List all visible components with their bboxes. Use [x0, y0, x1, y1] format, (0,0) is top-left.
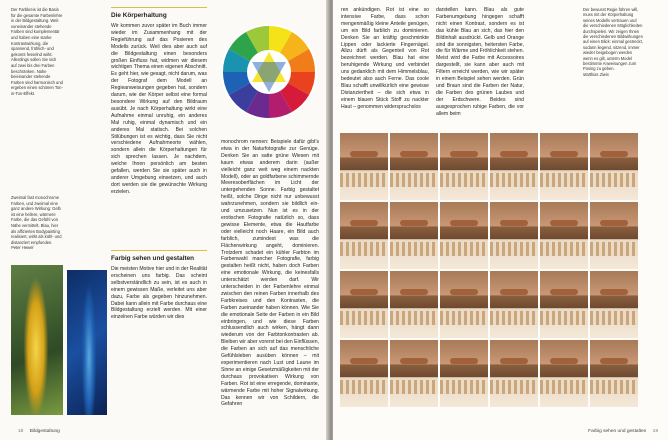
heading-farbig-sehen: Farbig sehen und gestalten: [111, 255, 195, 262]
page-number: 18: [18, 429, 24, 434]
pose-photo: [490, 340, 538, 407]
caption-text: Zweimal fast monochrome Farben, und zweimal eine ganz andere Wirkung: Gelb ist eine hellere, wärmere Farbe, die das Gefühl von Nähe vermittelt. Blau, hier als affizierten Bodypainting realisiert, wirkt als kühl- und distanziert empfunden.: [11, 195, 62, 245]
sidebar-caption-top: Der Farbkreis ist die Basis für die gesamte Farbenlehre in der Bildgestaltung. Weit voneinander stehende Farben sind komplementär und haben eine starke Kontrastwirkung, die spannend, frühlich- und gekonnt fesselnd wirkt. Allerdings sollen Sie sich auf zwei bis drei Farben beschränken. Nahe beieinander stehende Farben sind harmonisch und ergeben einen schönen Ton-in-Ton-Effekt.: [11, 7, 63, 96]
color-wheel: [219, 22, 319, 122]
pose-photo: [340, 340, 388, 407]
section-rule: [111, 250, 207, 251]
paragraph: ren ankündigen. Rot ist eine so intensive Farbe, dass schon mengenmäßig kleine Anteile genügen, um ein Bild farblich zu dominieren. Denken Sie an kräftig geschminkte Lippen oder lackierte Fingernägel. Allzu dürft als Gegenteil von Rot bezeichnet werden. Blau hat eine beruhigende Wirkung und verbindet uns gedanklich mit dem Himmelsblau, bedeutet also auch Ferne. Das coole Blau schafft unwillkürlich eine gewisse Distanziertheit – die sich etwa in einem blauen Stück Stoff zu nackter Haut – genommen widerspruchslos: [341, 7, 429, 110]
right-folio: [588, 429, 658, 434]
photo-yellow-nude: [11, 265, 63, 415]
running-head: Farbig sehen und gestalten: [588, 429, 647, 434]
left-column-2: [221, 139, 319, 410]
right-column-1: [341, 7, 429, 113]
pose-photo: [490, 271, 538, 338]
pose-photo: [390, 202, 438, 269]
left-column-1b: [111, 250, 207, 323]
caption-author: Peter Hewel: [11, 245, 34, 251]
running-head: Bildgestaltung: [29, 429, 60, 434]
pose-photo: [590, 340, 638, 407]
pose-photo: [390, 271, 438, 338]
pose-photo: [590, 271, 638, 338]
pose-photo: [340, 202, 388, 269]
pose-photo: [440, 271, 488, 338]
heading-koerperhaltung: Die Körperhaltung: [111, 12, 167, 19]
pose-photo: [340, 133, 388, 200]
section-rule: [111, 7, 207, 8]
pose-photo: [540, 202, 588, 269]
pose-photo: [590, 202, 638, 269]
sidebar-caption-bottom: [11, 195, 63, 251]
pose-photo: [440, 133, 488, 200]
caption-text: Der bewusst Regie führen will, muss mit der Körperhaltung seines Modells vertrauen und die verschiedenen Möglichkeiten durchspielen. Wir zeigen Ihnen die verschiedenen Bildwirkungen auf einen Blick: einmal gestreckt, sodann liegend, sitzend, immer wieder beigebogen werden wenn es gilt, unterm Model bestimmte Anweisungen zum Posing zu geben.: [583, 7, 643, 72]
left-folio: [18, 429, 60, 434]
paragraph: Wir kommen zuvor später im Buch immer wieder im Zusammenhang mit der Regieführung auf das Posieren des Modells zurück. Weil dies aber auch auf die Bildgestaltung einen besonders großen Einfluss hat, widmen wir diesem wichtigen Thema einen eigenen Abschnitt. Es geht hier, wie gesagt, nicht darum, was der Fotograf dem Modell an Regieanweisungen gegeben hat, sondern darum, wie der Körper selbst eine formal besondere Wirkung auf den Bildraum ausübt. Je nach Körperhaltung wirkt eine Aufnahme einmal unruhig, ein anderes Mal ruhig, einmal dynamisch und ein anderes Mal statisch. Bei solchen Stilübungen ist es wichtig, dass Sie nicht verschiedene Aufnahmeorte wählen, sondern allein die Körperhaltungen für sich sprechen lassen. Je nachdem, welche Ihnen persönlich am besten gefallen, werden Sie sie später auch in anderer Umgebung einsetzen, und auch dort werden sie die gewünschte Wirkung erzielen.: [111, 23, 207, 195]
left-page: [0, 0, 329, 440]
pose-photo: [340, 271, 388, 338]
paragraph: darstellen kann. Blau als gute Farbenumgebung hingegen schafft nicht einen Kontrast, sondern es ist das kühle Blau an sich, das hier den Bildinhalt ausdrückt. Gelb und Orange sind die sonnigsten, heitersten Farbe, die für Wärme und Fröhlichkeit stehen. Meist wird die Farbe mit Accessoires dargestellt, sie kann aber auch mit Filtern erreicht werden, wie wir später in einem Beispiel sehen werden. Grün und Braun sind die Farben der Natur, die Farben des grünen Laubes und der Erdschwere. Beides sind ausgesprochen ruhige Farben, die vor allem beim: [436, 7, 524, 117]
right-sidebar-caption: [583, 7, 643, 77]
pose-photo: [440, 202, 488, 269]
pose-photo: [540, 133, 588, 200]
caption-author: Matthias Ziwis: [583, 71, 609, 77]
left-column-1: [111, 7, 207, 198]
photo-blue-bodypaint: [67, 270, 107, 415]
pose-photo: [390, 133, 438, 200]
pose-photo: [590, 133, 638, 200]
pose-photo: [490, 202, 538, 269]
right-column-2: [436, 7, 524, 120]
paragraph: monochrom nennen: Beispiele dafür gibt's etwa in der Naturfotografie zur Genüge. Denken Sie an satte grüne Wiesen mit kaum etwas anderem darin (außer vielleicht ganz weit weg einem nackten Modell), oder an goldfarbene schimmernde Meeresoberflächen im Licht der untergehenden Sonne. Farbig gestaltet heißt, solche Dinge nicht nur unbewusst wahrzunehmen, sondern sie bildlich ein- und umzusetzen. Nun ist es in der erotischen Fotografie natürlich so, dass gewisse Elemente, etwa die Hautfarbe oder vielleicht noch Haare, ein Bild auch farblich, zumindest was die Flächenwirkung angeht, dominieren. Trotzdem schadet ein kühler Farbton im Farbenwahl mancher Fotografie, farbig gestalten heißt nicht, haben doch Farben eine emotionale Wirkung, die keinesfalls unterschätzt werden darf. Wir unterscheiden in der Farbenlehre einmal zwischen den reinen Farben innerhalb des Farbkreises und den Kontrasten, die Farben zueinander haben können. Wie Sie die emotionale Seite der Farben in ein Bild einbringen, und wie diese Farben schlussendlich auch wirken, hängt dann wiederum von der Farbtonkontrasten ab. Bleiben wir aber vorerst bei den Einflüssen, die Farben an sich auf das menschliche Gefühlsleben ausüben können – mit experimentieren nach Lust und Laune im Sinne an einige Gesetzmäßigkeiten mit der durchaus provokativen Wirkung von Farben. Rot ist eine erregende, dominante, wärmende Farbe mit hoher Signalwirkung. Das kennen wir von Schildern, die Gefahren: [221, 139, 319, 408]
pose-photo: [390, 340, 438, 407]
paragraph: Die meisten Motive hier und in der Realität erscheinen uns farbig. Das scheint selbstverständlich zu sein, ist es auch in einem gewissen Maße, verleitet uns aber dazu, Farbe als gegeben hinzunehmen. Dabei kann allein mit Farbe durchaus eine Bildgestaltung erzielt werden. Mit einer einzelnen Farbe würden wir dies: [111, 266, 207, 321]
page-number: 19: [652, 429, 658, 434]
pose-photo: [490, 133, 538, 200]
pose-photo: [540, 271, 588, 338]
pose-photo: [540, 340, 588, 407]
pose-photo: [440, 340, 488, 407]
right-page: [333, 0, 668, 440]
